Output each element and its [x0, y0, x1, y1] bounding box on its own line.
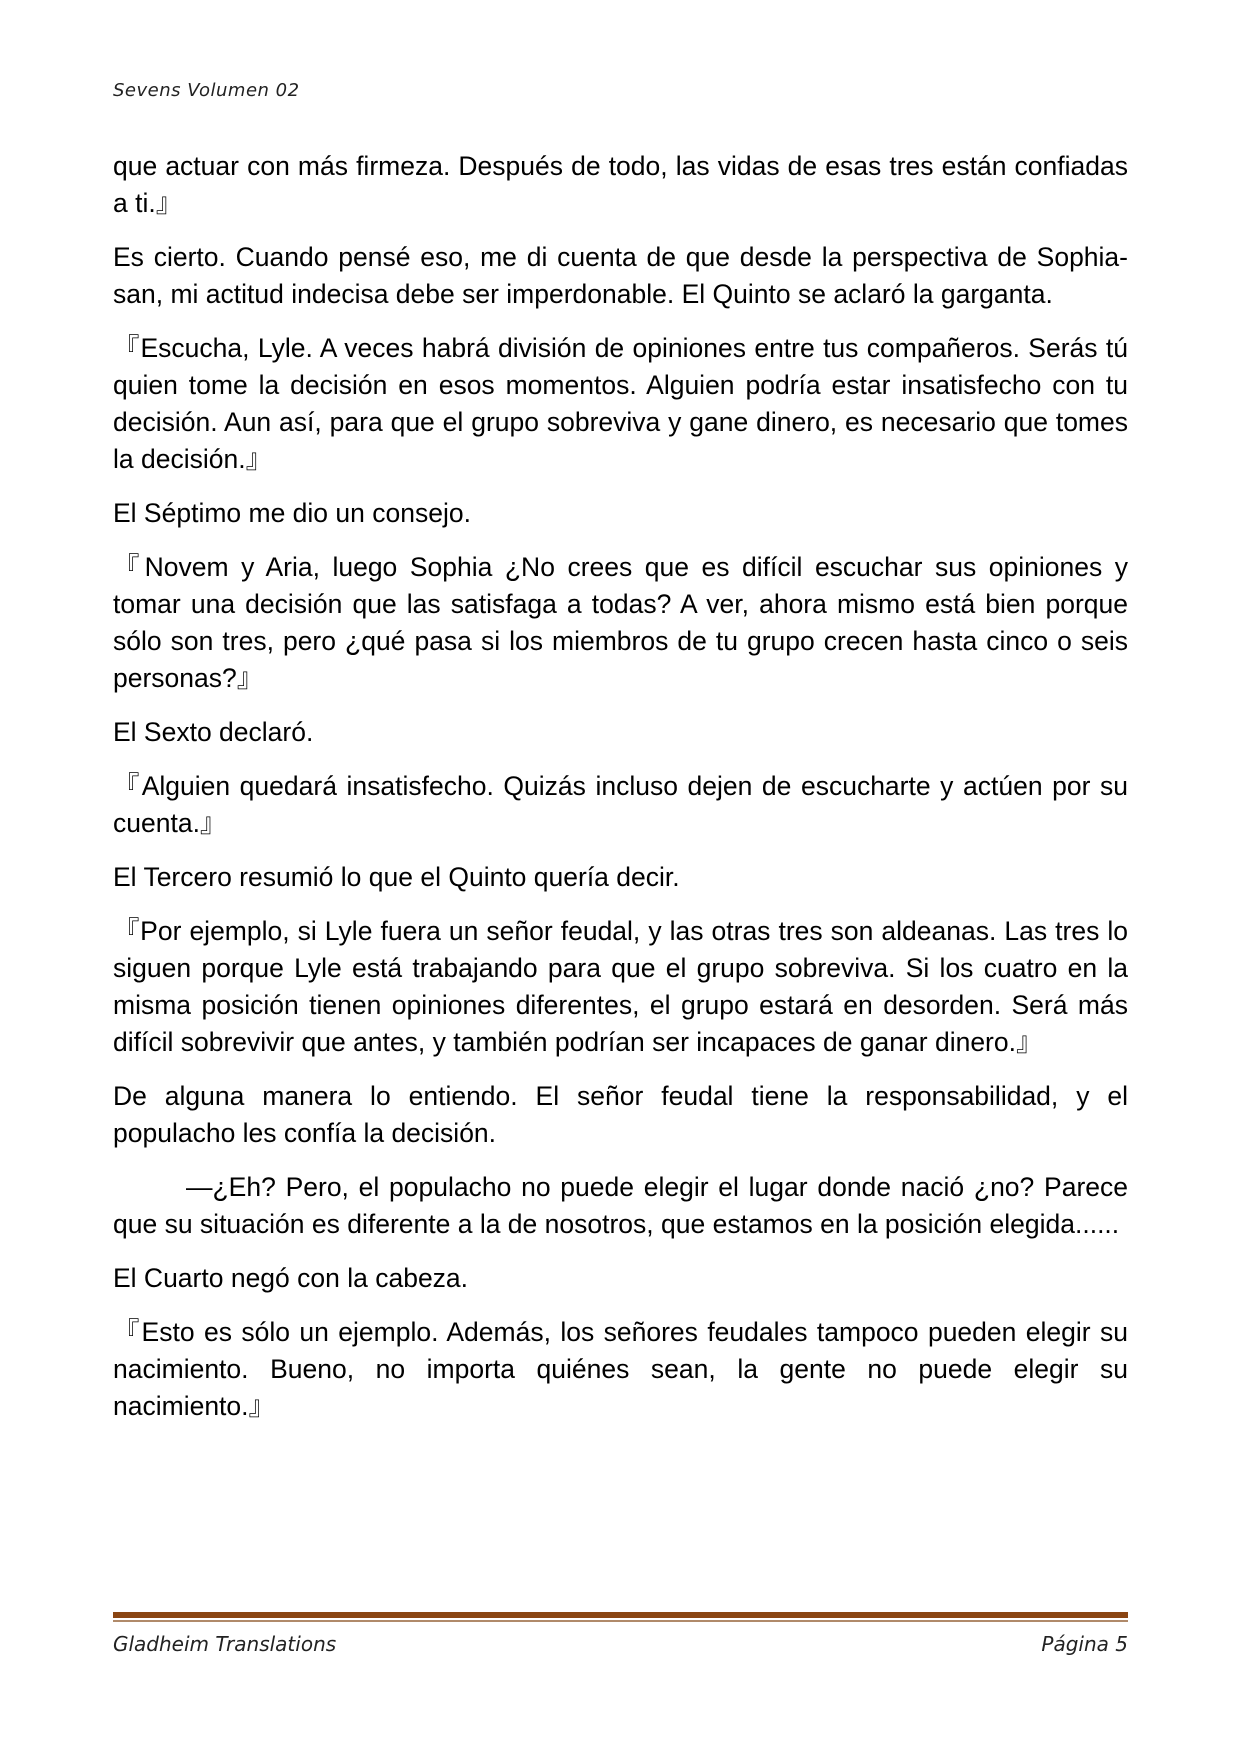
paragraph: De alguna manera lo entiendo. El señor feudal tiene la responsabilidad, y el populacho les confía la decisión.	[113, 1081, 1128, 1148]
body-text	[113, 148, 1128, 1442]
running-header: Sevens Volumen 02	[113, 80, 300, 101]
paragraph: El Cuarto negó con la cabeza.	[113, 1263, 469, 1293]
paragraph: 『Escucha, Lyle. A veces habrá división de opiniones entre tus compañeros. Serás tú quien tome la decisión en esos momentos. Alguien podría estar insatisfecho con tu decisión. Aun así, para que el grupo sobreviva y gane dinero, es necesario que tomes la decisión.』	[113, 333, 1128, 474]
footer-divider	[113, 1612, 1128, 1618]
paragraph: que actuar con más firmeza. Después de todo, las vidas de esas tres están confiadas a ti.』	[113, 151, 1128, 218]
paragraph: —¿Eh? Pero, el populacho no puede elegir el lugar donde nació ¿no? Parece que su situación es diferente a la de nosotros, que estamos en la posición elegida......	[113, 1172, 1128, 1239]
footer-publisher: Gladheim Translations	[113, 1632, 337, 1656]
paragraph: El Tercero resumió lo que el Quinto quería decir.	[113, 862, 680, 892]
paragraph: Es cierto. Cuando pensé eso, me di cuenta de que desde la perspectiva de Sophia-san, mi actitud indecisa debe ser imperdonable. El Quinto se aclaró la garganta.	[113, 242, 1128, 309]
paragraph: 『Alguien quedará insatisfecho. Quizás incluso dejen de escucharte y actúen por su cuenta.』	[113, 771, 1128, 838]
paragraph: 『Por ejemplo, si Lyle fuera un señor feudal, y las otras tres son aldeanas. Las tres lo siguen porque Lyle está trabajando para que el grupo sobreviva. Si los cuatro en la misma posición tienen opiniones diferentes, el grupo estará en desorden. Será más difícil sobrevivir que antes, y también podrían ser incapaces de ganar dinero.』	[113, 916, 1128, 1057]
paragraph: 『Novem y Aria, luego Sophia ¿No crees que es difícil escuchar sus opiniones y tomar una decisión que las satisfaga a todas? A ver, ahora mismo está bien porque sólo son tres, pero ¿qué pasa si los miembros de tu grupo crecen hasta cinco o seis personas?』	[113, 552, 1128, 693]
page-number: Página 5	[1041, 1632, 1128, 1656]
paragraph: 『Esto es sólo un ejemplo. Además, los señores feudales tampoco pueden elegir su nacimiento. Bueno, no importa quiénes sean, la gente no puede elegir su nacimiento.』	[113, 1317, 1128, 1421]
paragraph: El Sexto declaró.	[113, 717, 314, 747]
footer-divider-thin	[113, 1620, 1128, 1622]
paragraph: El Séptimo me dio un consejo.	[113, 498, 471, 528]
